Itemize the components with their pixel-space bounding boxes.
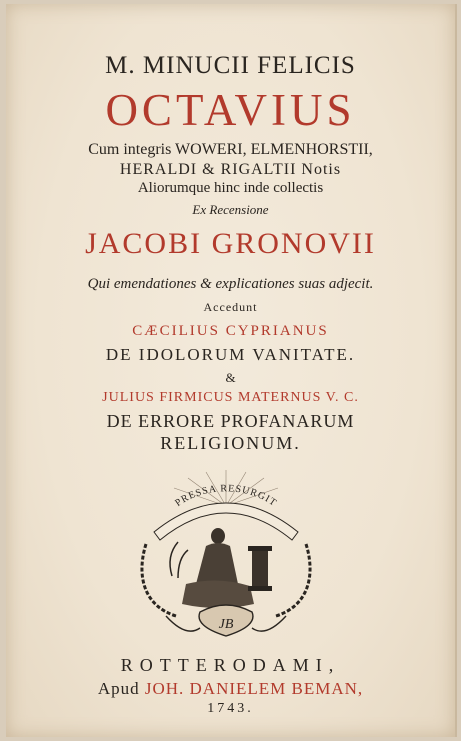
firmicus-line: JULIUS FIRMICUS MATERNUS V. C. (102, 390, 359, 405)
recension-line: Ex Recensione (192, 202, 269, 217)
subtitle-line-2: HERALDI & RIGALTII Notis (119, 161, 342, 178)
printer-device-emblem (126, 466, 326, 646)
cyprianus-line: CÆCILIUS CYPRIANUS (132, 323, 329, 339)
author-name: M. MINUCII FELICIS (105, 52, 356, 79)
errore-line: DE ERRORE PROFANARUM (106, 411, 355, 431)
svg-text:JB: JB (218, 617, 234, 632)
device-motto: PRESSA RESURGIT (173, 483, 279, 509)
religionum-line: RELIGIONUM. (160, 433, 301, 453)
idolorum-line: DE IDOLORUM VANITATE. (105, 345, 356, 364)
title-page (6, 4, 457, 737)
emendation-line: Qui emendationes & explicationes suas adjecit. (87, 276, 374, 292)
imprint-printer-line (6, 679, 455, 699)
subtitle-line-1: Cum integris WOWERI, ELMENHORSTII, (88, 141, 373, 158)
accedunt-line: Accedunt (203, 300, 258, 314)
book-title: OCTAVIUS (105, 85, 356, 135)
ampersand-line: & (225, 370, 236, 385)
imprint-apud: Apud (97, 679, 140, 698)
imprint-year: 1743. (207, 701, 254, 716)
imprint-printer: JOH. DANIELEM BEMAN, (144, 679, 364, 698)
subtitle-line-3: Aliorumque hinc inde collectis (137, 180, 324, 196)
imprint-city: ROTTERODAMI, (120, 655, 341, 675)
editor-name: JACOBI GRONOVII (85, 227, 376, 260)
